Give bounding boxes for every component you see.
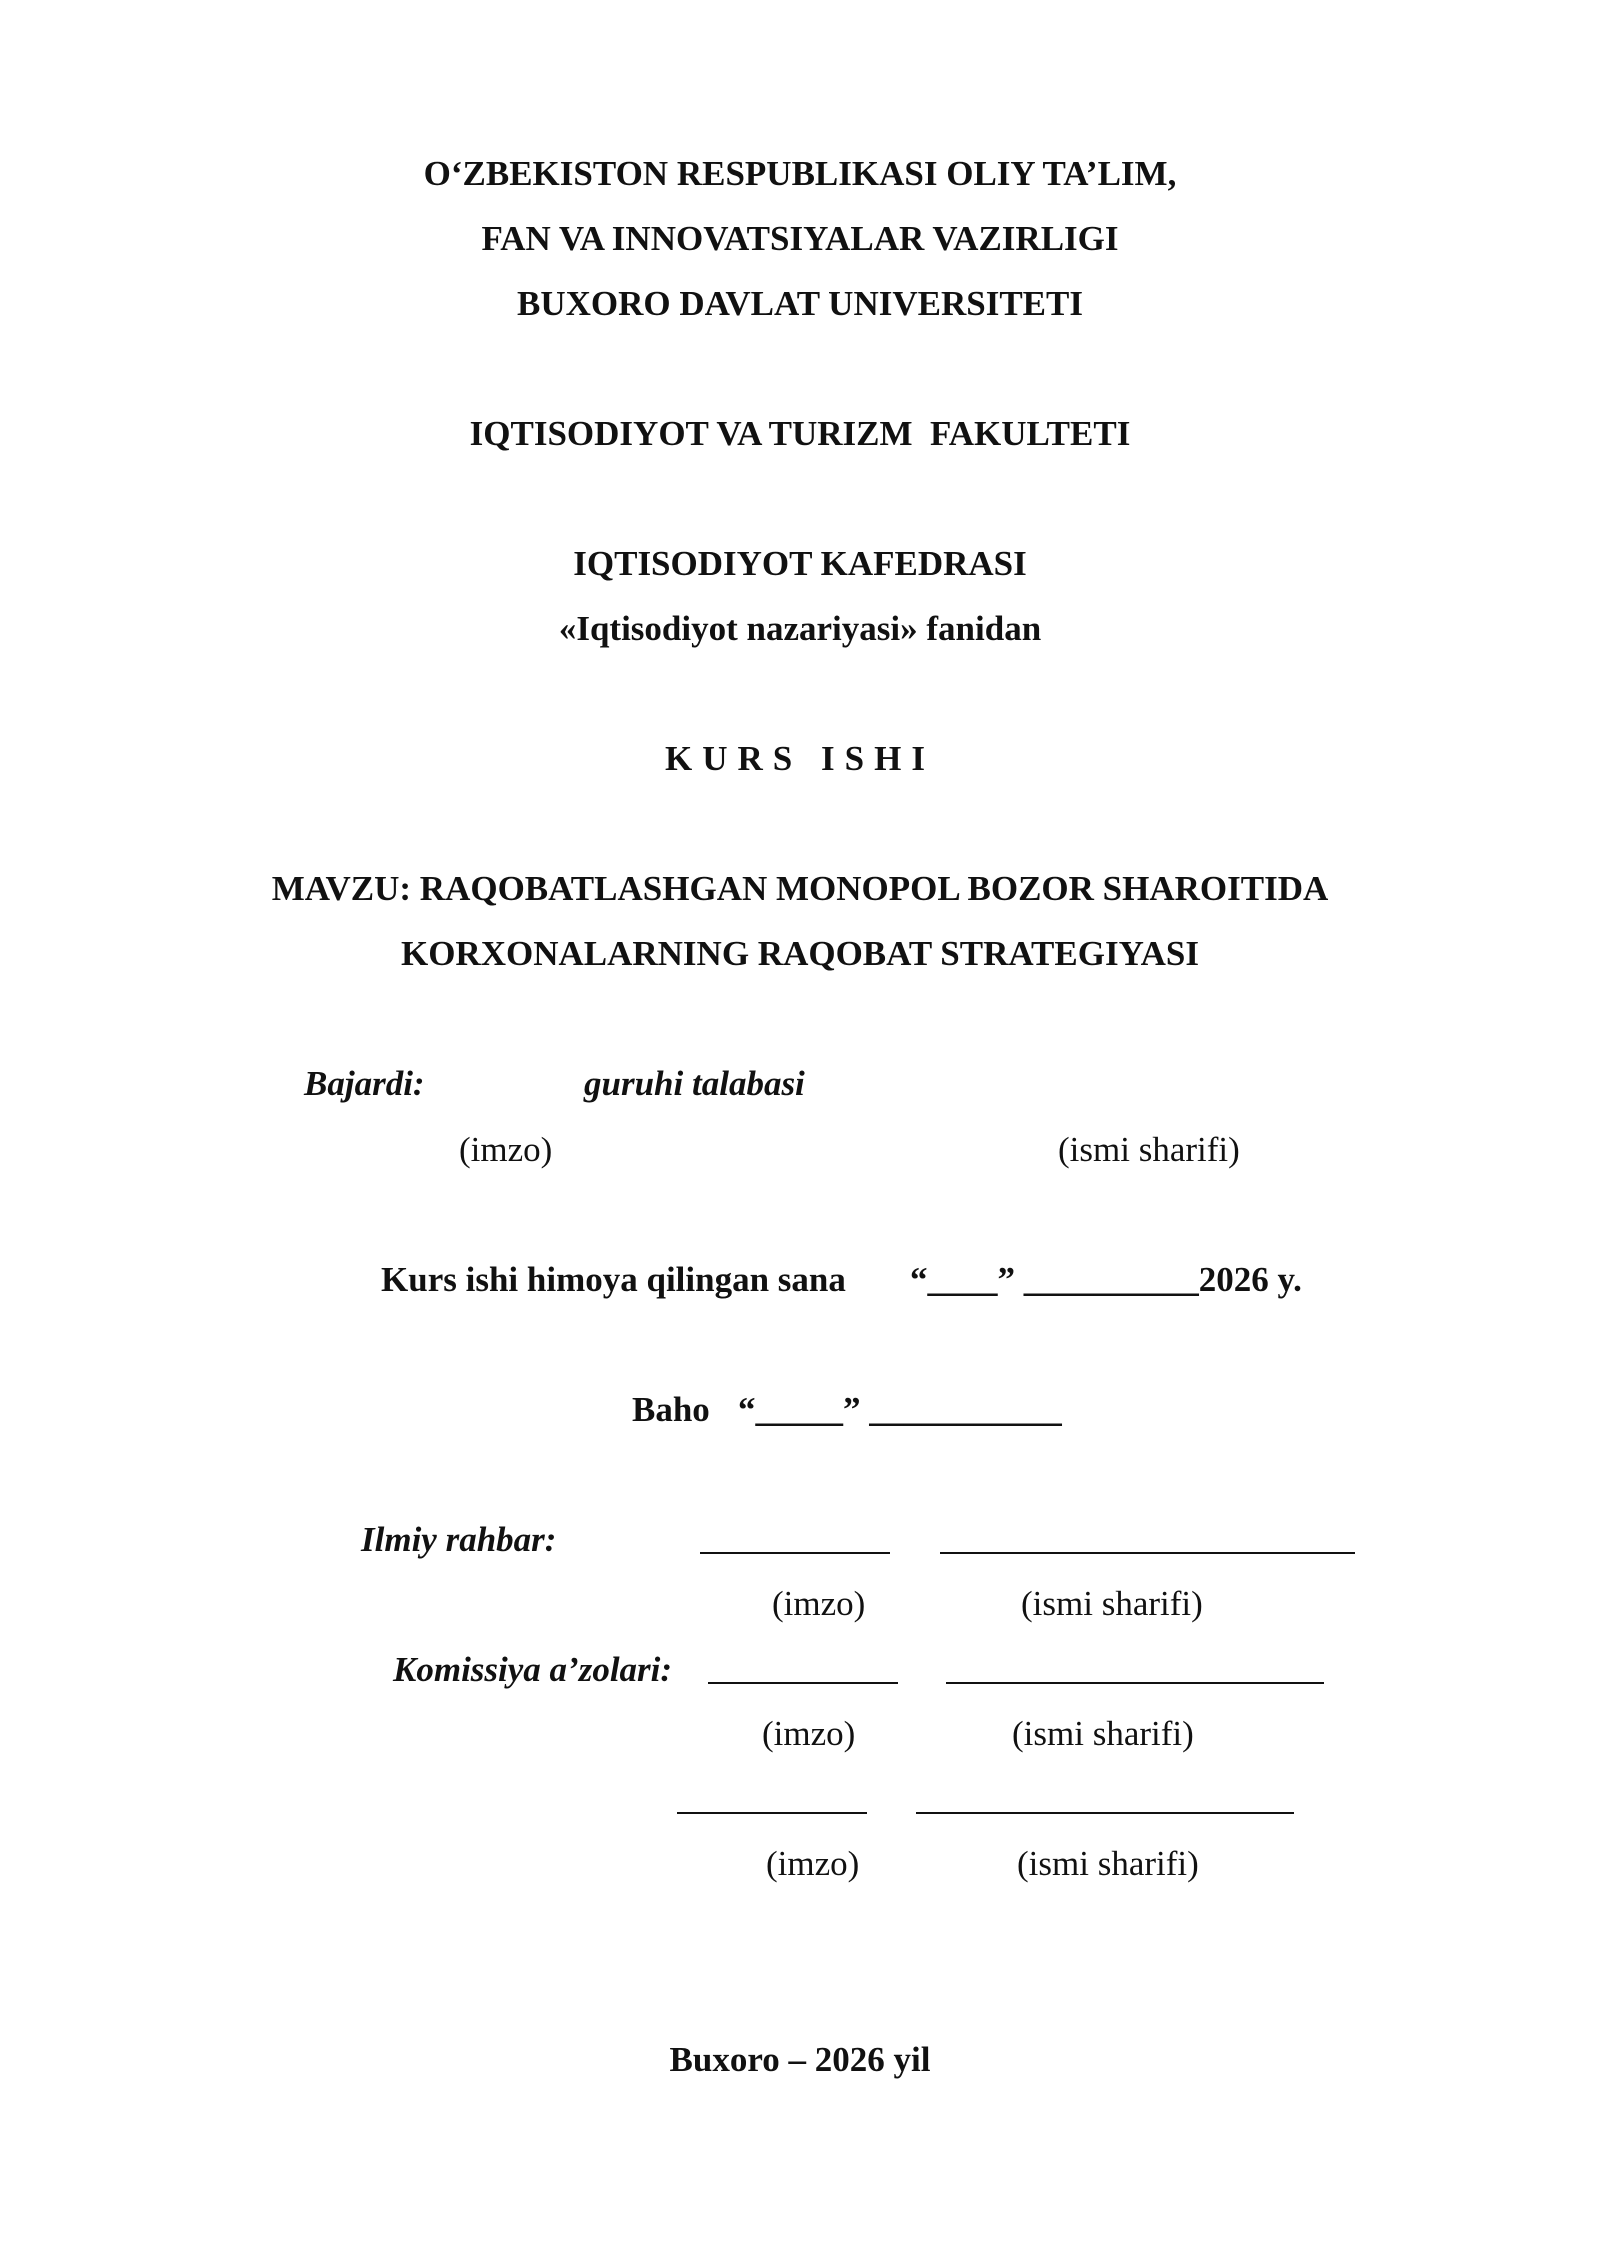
university-name: BUXORO DAVLAT UNIVERSITETI bbox=[517, 284, 1083, 323]
ministry-line-2: FAN VA INNOVATSIYALAR VAZIRLIGI bbox=[481, 219, 1119, 258]
commission-member1-signature-line bbox=[708, 1682, 898, 1684]
defense-date-value: “____” __________2026 y. bbox=[910, 1260, 1302, 1299]
faculty-name: IQTISODIYOT VA TURIZM FAKULTETI bbox=[469, 414, 1131, 453]
supervisor-name-caption: (ismi sharifi) bbox=[1021, 1584, 1203, 1623]
commission-member2-signature-line bbox=[677, 1812, 867, 1814]
grade-value: “_____” ___________ bbox=[738, 1390, 1062, 1429]
supervisor-name-line bbox=[940, 1552, 1355, 1554]
ministry-line-1: O‘ZBEKISTON RESPUBLIKASI OLIY TA’LIM, bbox=[423, 154, 1177, 193]
commission-member2-name-caption: (ismi sharifi) bbox=[1017, 1844, 1199, 1883]
commission-member1-name-caption: (ismi sharifi) bbox=[1012, 1714, 1194, 1753]
performer-label: Bajardi: bbox=[304, 1064, 425, 1103]
commission-member1-signature-caption: (imzo) bbox=[762, 1714, 856, 1753]
commission-member1-name-line bbox=[946, 1682, 1324, 1684]
document-type-title: KURS ISHI bbox=[665, 739, 935, 778]
defense-date-label: Kurs ishi himoya qilingan sana bbox=[381, 1260, 846, 1299]
department-name: IQTISODIYOT KAFEDRASI bbox=[573, 544, 1027, 583]
topic-line-1: MAVZU: RAQOBATLASHGAN MONOPOL BOZOR SHAROITIDA bbox=[271, 869, 1329, 908]
supervisor-signature-line bbox=[700, 1552, 890, 1554]
performer-name-caption: (ismi sharifi) bbox=[1058, 1130, 1240, 1169]
city-year-footer: Buxoro – 2026 yil bbox=[669, 2040, 931, 2079]
commission-member2-name-line bbox=[916, 1812, 1294, 1814]
supervisor-signature-caption: (imzo) bbox=[772, 1584, 866, 1623]
supervisor-label: Ilmiy rahbar: bbox=[361, 1520, 557, 1559]
commission-member2-signature-caption: (imzo) bbox=[766, 1844, 860, 1883]
commission-label: Komissiya a’zolari: bbox=[393, 1650, 673, 1689]
topic-line-2: KORXONALARNING RAQOBAT STRATEGIYASI bbox=[400, 934, 1200, 973]
performer-signature-caption: (imzo) bbox=[459, 1130, 553, 1169]
performer-group-text: guruhi talabasi bbox=[584, 1064, 805, 1103]
grade-label: Baho bbox=[632, 1390, 710, 1429]
subject-line: «Iqtisodiyot nazariyasi» fanidan bbox=[558, 609, 1042, 648]
